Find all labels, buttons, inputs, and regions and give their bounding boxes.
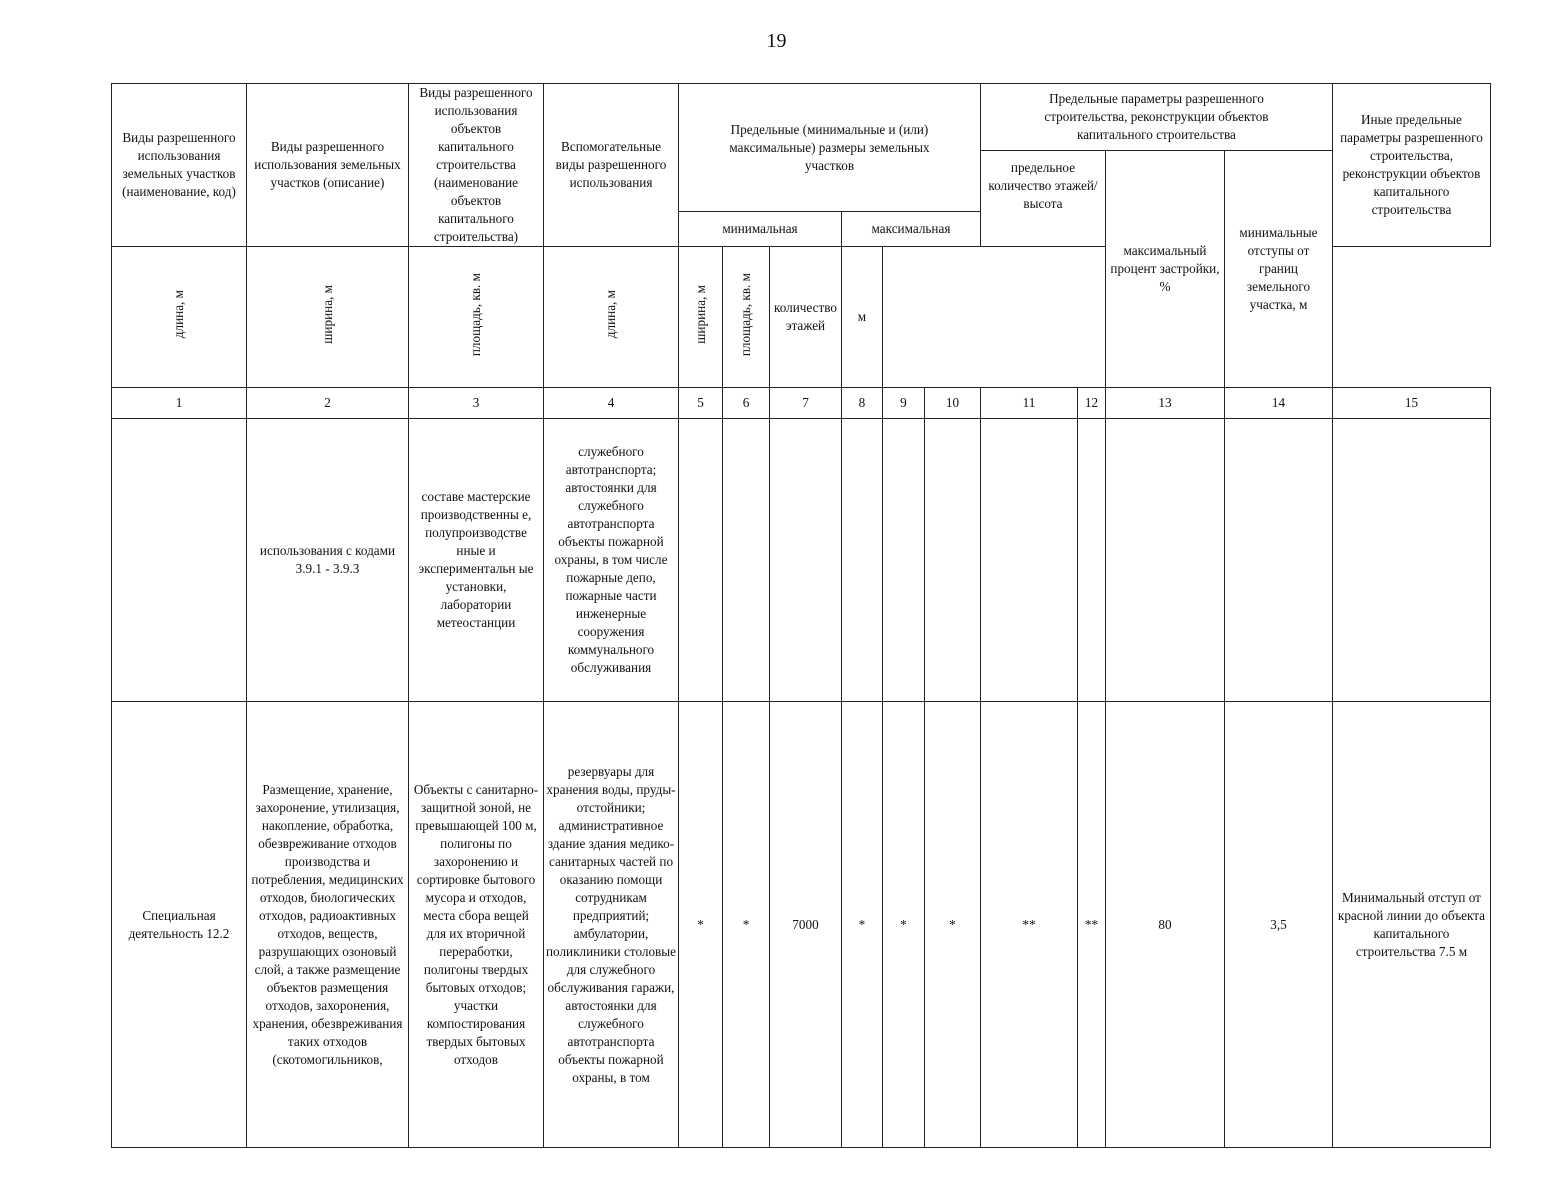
header-col15: Иные предельные параметры разрешенного строительства, реконструкции объектов капитального строительства [1332, 84, 1490, 247]
col-number: 1 [112, 388, 247, 419]
cell-min-setback: 3,5 [1224, 702, 1332, 1148]
cell-floors: ** [980, 702, 1077, 1148]
header-col4: Вспомогательные виды разрешенного использования [544, 84, 679, 247]
cell-max-width: * [882, 702, 924, 1148]
col-number: 13 [1105, 388, 1224, 419]
col-number: 5 [679, 388, 723, 419]
cell-use-name: Специальная деятельность 12.2 [112, 702, 247, 1148]
cell-max-area: * [924, 702, 980, 1148]
cell-floors [980, 419, 1077, 702]
col-number: 6 [723, 388, 770, 419]
cell-max-area [924, 419, 980, 702]
cell-auxiliary-uses: служебного автотранспорта; автостоянки для служебного автотранспорта объекты пожарной охраны, в том числе пожарные депо, пожарные части инженерные сооружения коммунального обслуживания [544, 419, 679, 702]
cell-height: ** [1077, 702, 1105, 1148]
col-number: 8 [841, 388, 882, 419]
cell-max-length [841, 419, 882, 702]
cell-other-params [1332, 419, 1490, 702]
header-max-area: площадь, кв. м [723, 247, 770, 388]
col-number: 11 [980, 388, 1077, 419]
header-min-width: ширина, м [247, 247, 409, 388]
cell-height [1077, 419, 1105, 702]
cell-min-setback [1224, 419, 1332, 702]
cell-capital-objects: составе мастерские производственны е, полупроизводстве нные и экспериментальн ые установки, лаборатории метеостанции [409, 419, 544, 702]
header-max-percent: максимальный процент застройки, % [1105, 151, 1224, 388]
header-min-area: площадь, кв. м [409, 247, 544, 388]
header-max-length: длина, м [544, 247, 679, 388]
header-row-1 [112, 84, 1491, 151]
cell-use-description: использования с кодами 3.9.1 - 3.9.3 [247, 419, 409, 702]
zoning-parameters-table [111, 83, 1491, 1148]
header-max-width: ширина, м [679, 247, 723, 388]
cell-max-width [882, 419, 924, 702]
cell-other-params: Минимальный отступ от красной линии до объекта капитального строительства 7.5 м [1332, 702, 1490, 1148]
header-plot-sizes: Предельные (минимальные и (или) максимальные) размеры земельных участков [679, 84, 981, 212]
cell-min-area: 7000 [770, 702, 842, 1148]
col-number: 4 [544, 388, 679, 419]
header-min-length: длина, м [112, 247, 247, 388]
header-maximal: максимальная [841, 212, 980, 247]
col-number: 9 [882, 388, 924, 419]
cell-min-area [770, 419, 842, 702]
cell-min-width: * [723, 702, 770, 1148]
cell-auxiliary-uses: резервуары для хранения воды, пруды-отстойники; административное здание здания медико-санитарных частей по оказанию помощи сотрудникам предприятий; амбулатории, поликлиники столовые для служебного обслуживания гаражи, автостоянки для служебного автотранспорта объекты пожарной охраны, в том [544, 702, 679, 1148]
header-minimal: минимальная [679, 212, 842, 247]
cell-min-width [723, 419, 770, 702]
table-row [112, 419, 1491, 702]
header-floors-count: количество этажей [770, 247, 842, 388]
col-number: 15 [1332, 388, 1490, 419]
col-number: 3 [409, 388, 544, 419]
cell-use-name [112, 419, 247, 702]
cell-max-length: * [841, 702, 882, 1148]
cell-min-length [679, 419, 723, 702]
cell-max-percent: 80 [1105, 702, 1224, 1148]
table-row [112, 702, 1491, 1148]
header-build-params: Предельные параметры разрешенного строительства, реконструкции объектов капитального строительства [980, 84, 1332, 151]
cell-min-length: * [679, 702, 723, 1148]
col-number: 2 [247, 388, 409, 419]
cell-use-description: Размещение, хранение, захоронение, утилизация, накопление, обработка, обезвреживание отходов производства и потребления, медицинских отходов, биологических отходов, радиоактивных отходов, веществ, разрушающих озоновый слой, а также размещение объектов размещения отходов, захоронения, хранения, обезвреживания таких отходов (скотомогильников, [247, 702, 409, 1148]
col-number: 14 [1224, 388, 1332, 419]
col-number: 7 [770, 388, 842, 419]
column-numbers-row [112, 388, 1491, 419]
header-min-setbacks: минимальные отступы от границ земельного участка, м [1224, 151, 1332, 388]
header-meters: м [841, 247, 882, 388]
header-col1: Виды разрешенного использования земельных участков (наименование, код) [112, 84, 247, 247]
col-number: 12 [1077, 388, 1105, 419]
header-col2: Виды разрешенного использования земельных участков (описание) [247, 84, 409, 247]
header-col3: Виды разрешенного использования объектов капитального строительства (наименование объектов капитального строительства) [409, 84, 544, 247]
cell-capital-objects: Объекты с санитарно-защитной зоной, не превышающей 100 м, полигоны по захоронению и сортировке бытового мусора и отходов, места сбора вещей для их вторичной переработки, полигоны твердых бытовых отходов; участки компостирования твердых бытовых отходов [409, 702, 544, 1148]
cell-max-percent [1105, 419, 1224, 702]
header-floors-height: предельное количество этажей/высота [980, 151, 1105, 247]
page-number: 19 [766, 30, 787, 52]
col-number: 10 [924, 388, 980, 419]
